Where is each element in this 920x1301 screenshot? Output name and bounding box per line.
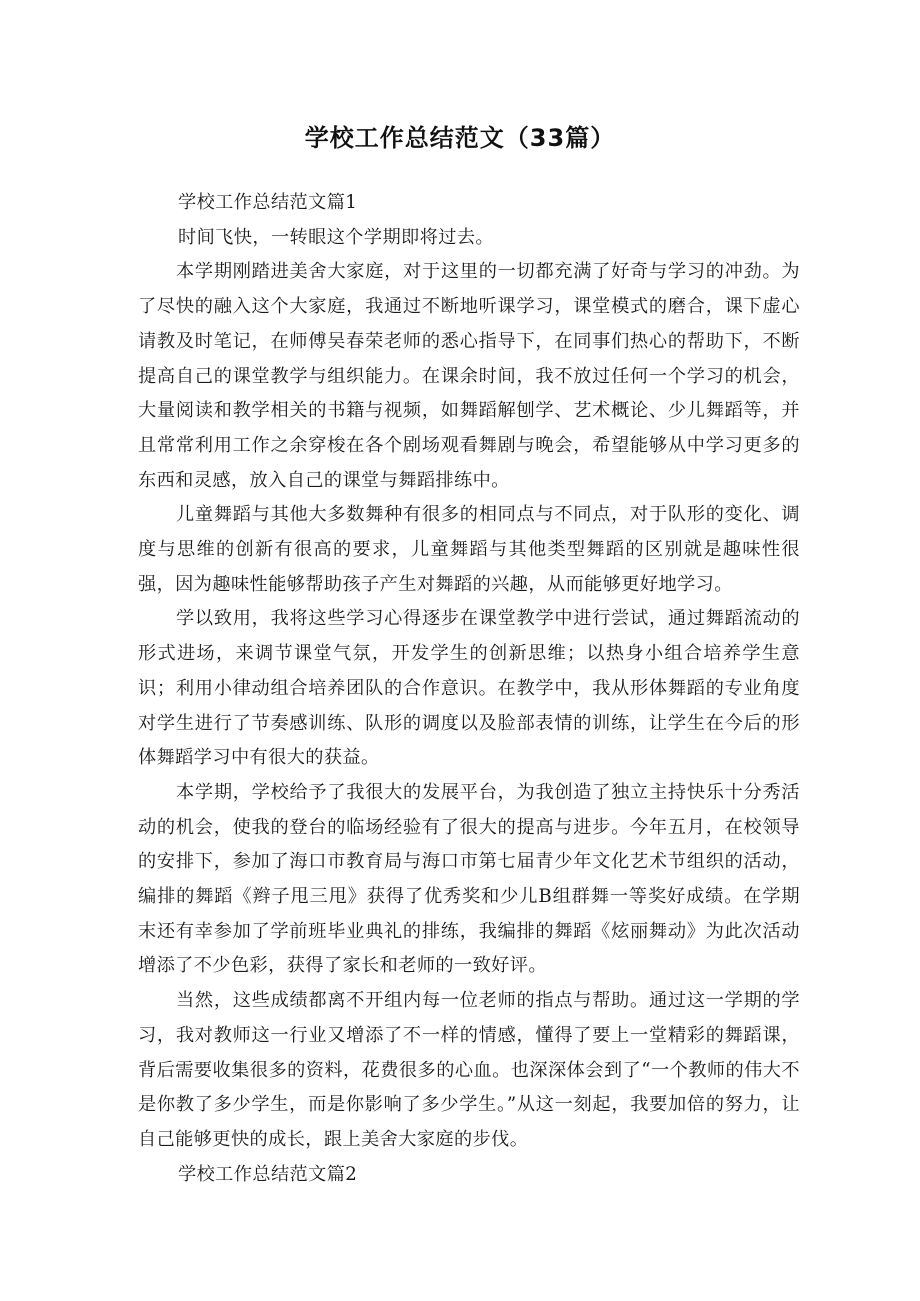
paragraph: 当然，这些成绩都离不开组内每一位老师的指点与帮助。通过这一学期的学习，我对教师这一行业又增添了不一样的情感，懂得了要上一堂精彩的舞蹈课，背后需要收集很多的资料，花费很多的心血。也深深体会到了“一个教师的伟大不是你教了多少学生，而是你影响了多少学生。”从这一刻起，我要加倍的努力，让自己能够更快的成长，跟上美舍大家庭的步伐。 xyxy=(138,990,800,1150)
paragraph: 本学期，学校给予了我很大的发展平台，为我创造了独立主持快乐十分秀活动的机会，使我的登台的临场经验有了很大的提高与进步。今年五月，在校领导的安排下，参加了海口市教育局与海口市第七届青少年文化艺术节组织的活动，编排的舞蹈《辫子甩三甩》获得了优秀奖和少儿B组群舞一等奖好成绩。在学期末还有幸参加了学前班毕业典礼的排练，我编排的舞蹈《炫丽舞动》为此次活动增添了不少色彩，获得了家长和老师的一致好评。 xyxy=(138,781,800,977)
document-title: 学校工作总结范文（33篇） xyxy=(304,124,616,152)
paragraph: 时间飞快，一转眼这个学期即将过去。 xyxy=(178,226,494,248)
section-heading: 学校工作总结范文篇2 xyxy=(178,1163,358,1185)
paragraph: 学以致用，我将这些学习心得逐步在课堂教学中进行尝试，通过舞蹈流动的形式进场，来调节课堂气氛，开发学生的创新思维；以热身小组合培养学生意识；利用小律动组合培养团队的合作意识。在教学中，我从形体舞蹈的专业角度对学生进行了节奏感训练、队形的调度以及脸部表情的训练，让学生在今后的形体舞蹈学习中有很大的获益。 xyxy=(138,608,800,769)
paragraph: 本学期刚踏进美舍大家庭，对于这里的一切都充满了好奇与学习的冲劲。为了尽快的融入这个大家庭，我通过不断地听课学习，课堂模式的磨合，课下虚心请教及时笔记，在师傅吴春荣老师的悉心指导下，在同事们热心的帮助下，不断提高自己的课堂教学与组织能力。在课余时间，我不放过任何一个学习的机会，大量阅读和教学相关的书籍与视频，如舞蹈解刨学、艺术概论、少儿舞蹈等，并且常常利用工作之余穿梭在各个剧场观看舞剧与晚会，希望能够从中学习更多的东西和灵感，放入自己的课堂与舞蹈排练中。 xyxy=(138,261,800,491)
document-body xyxy=(138,186,800,1192)
section-heading: 学校工作总结范文篇1 xyxy=(178,192,358,213)
paragraph: 儿童舞蹈与其他大多数舞种有很多的相同点与不同点，对于队形的变化、调度与思维的创新有很高的要求，儿童舞蹈与其他类型舞蹈的区别就是趣味性很强，因为趣味性能够帮助孩子产生对舞蹈的兴趣，从而能够更好地学习。 xyxy=(138,504,800,595)
